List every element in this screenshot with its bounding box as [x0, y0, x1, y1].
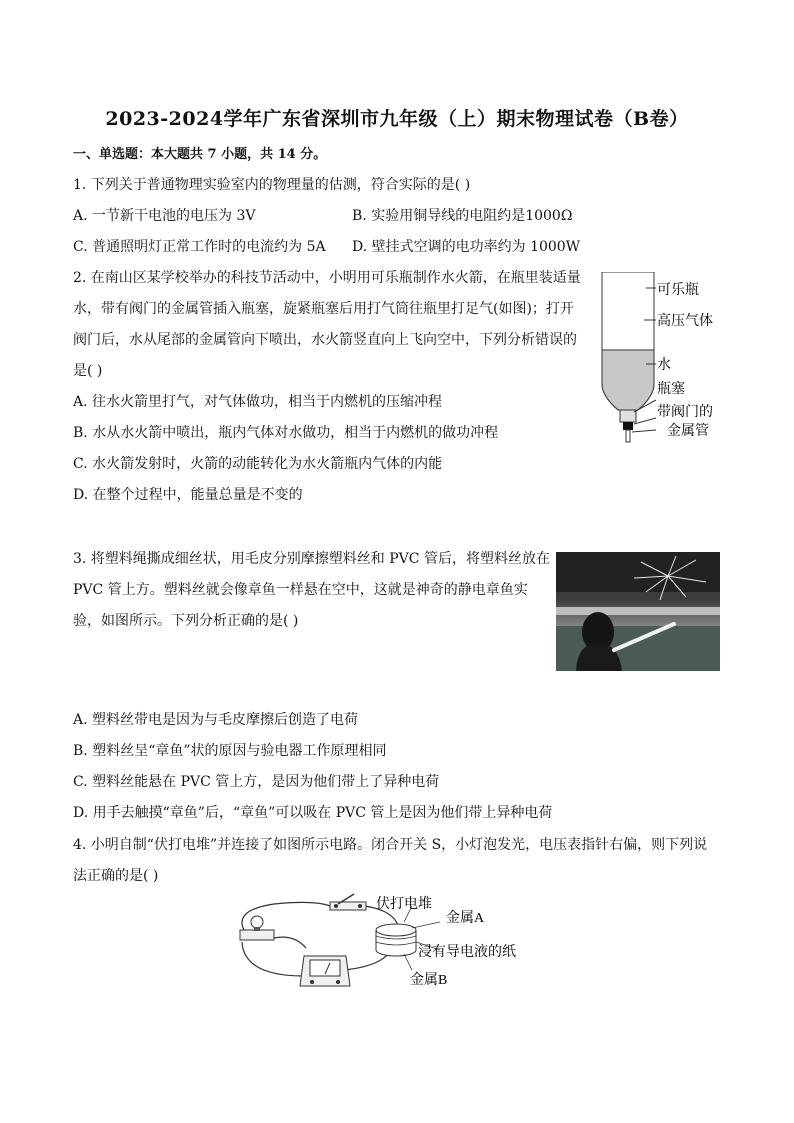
section-heading: 一、单选题：本大题共 7 小题，共 14 分。 [73, 147, 327, 162]
metal-tube-shape [626, 430, 630, 442]
switch-icon [330, 894, 366, 910]
q4-stem-line2: 法正确的是( ) [73, 868, 159, 884]
q2-stem-line3: 阀门后，水从尾部的金属管向下喷出，水火箭竖直向上飞向空中，下列分析错误的 [73, 332, 577, 348]
water-rocket-figure [590, 272, 760, 447]
q3-option-b: B. 塑料丝呈“章鱼”状的原因与验电器工作原理相同 [73, 743, 387, 759]
q1-stem: 1. 下列关于普通物理实验室内的物理量的估测，符合实际的是( ) [73, 177, 471, 193]
label-bottle: 可乐瓶 [657, 281, 699, 297]
voltaic-pile-icon [376, 924, 416, 956]
q2-option-c: C. 水火箭发射时，火箭的动能转化为水火箭瓶内气体的内能 [73, 456, 443, 472]
label-stopper: 瓶塞 [657, 380, 685, 396]
electrostatic-octopus-photo [556, 552, 720, 671]
wire-lamp-to-meter [274, 937, 306, 948]
valve-shape [623, 422, 633, 430]
voltaic-pile-circuit-figure [234, 890, 574, 995]
q2-stem-line4: 是( ) [73, 363, 103, 379]
label-metal-a: 金属A [446, 911, 485, 926]
lamp-icon [240, 916, 274, 940]
q1-option-a: A. 一节新干电池的电压为 3V [73, 208, 256, 224]
voltmeter-icon [300, 956, 350, 986]
label-water: 水 [657, 356, 671, 372]
q3-option-d: D. 用手去触摸“章鱼”后，“章鱼”可以吸在 PVC 管上是因为他们带上异种电荷 [73, 805, 553, 821]
q4-stem-line1: 4. 小明自制“伏打电堆”并连接了如图所示电路。闭合开关 S，小灯泡发光，电压表指针右偏，则下列说 [73, 837, 708, 853]
q2-option-b: B. 水从水火箭中喷出，瓶内气体对水做功，相当于内燃机的做功冲程 [73, 425, 499, 441]
photo-drawing [556, 552, 720, 671]
q1-option-c: C. 普通照明灯正常工作时的电流约为 5A [73, 239, 326, 255]
label-valve-line1: 带阀门的 [657, 403, 713, 419]
label-gas: 高压气体 [657, 312, 713, 328]
label-pile: 伏打电堆 [376, 897, 432, 912]
q2-option-d: D. 在整个过程中，能量总量是不变的 [73, 487, 303, 503]
q2-option-a: A. 往水火箭里打气，对气体做功，相当于内燃机的压缩冲程 [73, 394, 443, 410]
water-fill [602, 350, 654, 410]
label-paper: 浸有导电液的纸 [418, 945, 516, 960]
q3-stem-line2: PVC 管上方。塑料丝就会像章鱼一样悬在空中，这就是神奇的静电章鱼实 [73, 582, 528, 598]
q3-option-c: C. 塑料丝能悬在 PVC 管上方，是因为他们带上了异种电荷 [73, 774, 440, 790]
stopper-shape [620, 410, 636, 422]
label-valve-line2: 金属管 [667, 422, 709, 438]
q2-stem-line2: 水，带有阀门的金属管插入瓶塞，旋紧瓶塞后用打气筒往瓶里打足气(如图)；打开 [73, 301, 574, 317]
wire-bottom-left [242, 942, 304, 976]
label-metal-b: 金属B [410, 973, 448, 988]
q3-stem-line1: 3. 将塑料绳撕成细丝状，用毛皮分别摩擦塑料丝和 PVC 管后，将塑料丝放在 [73, 551, 550, 567]
q1-option-b: B. 实验用铜导线的电阻约是1000Ω [352, 208, 573, 224]
q2-stem-line1: 2. 在南山区某学校举办的科技节活动中，小明用可乐瓶制作水火箭，在瓶里装适量 [73, 270, 581, 286]
q1-option-d: D. 壁挂式空调的电功率约为 1000W [352, 239, 581, 255]
page-title: 2023-2024学年广东省深圳市九年级（上）期末物理试卷（B卷） [105, 108, 689, 130]
q3-stem-line3: 验，如图所示。下列分析正确的是( ) [73, 613, 299, 629]
q3-option-a: A. 塑料丝带电是因为与毛皮摩擦后创造了电荷 [73, 712, 359, 728]
